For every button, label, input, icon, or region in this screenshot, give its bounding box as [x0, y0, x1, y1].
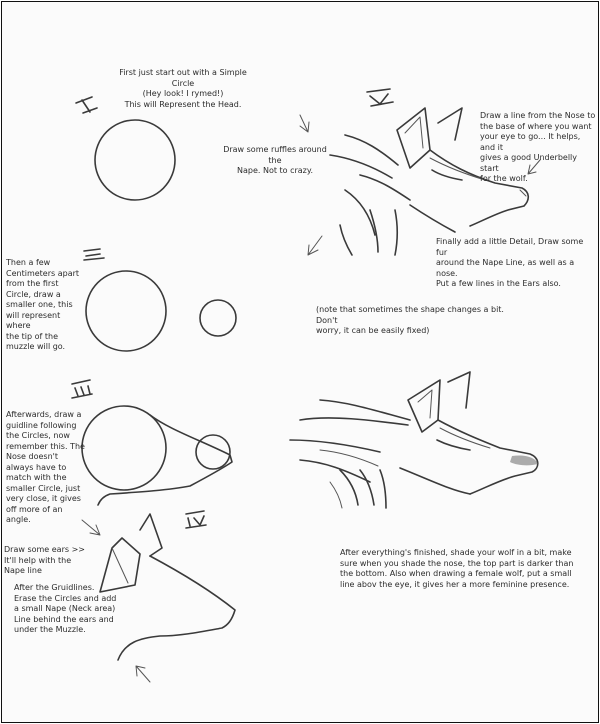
ear-inner-step-4 — [112, 548, 128, 583]
step-4-ears-text: Draw some ears >> It'll help with the Nape line — [4, 545, 85, 575]
step-6-text: After everything's finished, shade your wolf in a bit, make sure when you shade the nose, the top part is darker than the bottom. Also when drawing a female wolf, put a small line abov the eye, it gives her a more feminine presence. — [340, 548, 574, 589]
muzzle-step-4 — [118, 556, 235, 660]
step-5-detail-text: Finally add a little Detail, Draw some fur around the Nape Line, as well as a nose. Put a few lines in the Ears also. — [436, 237, 584, 288]
numeral-v-mark — [367, 89, 393, 106]
arrow-nape-step-4 — [136, 666, 150, 682]
step-3-text: Afterwards, draw a guidline following the Circles, now remember this. The Nose doesn't always have to match with the smaller Circle, just very close, it gives off more of an angle. — [6, 410, 85, 524]
wolf-head-step-6 — [290, 372, 538, 508]
head-circle-step-3 — [82, 406, 166, 490]
muzzle-circle-step-2 — [200, 300, 236, 336]
step-5-shape-note: (note that sometimes the shape changes a bit. Don't worry, it can be easily fixed) — [316, 305, 504, 335]
numeral-i-mark — [76, 97, 97, 113]
step-1-text: First just start out with a Simple Circle (Hey look! I rymed!) This will Represent the Head. — [119, 68, 247, 109]
arrow-fur-step-5 — [308, 236, 322, 255]
step-5-ruffles-text: Draw some ruffles around the Nape. Not to crazy. — [223, 145, 327, 175]
numeral-iv-mark — [186, 511, 206, 528]
arrow-ruffles-step-5 — [300, 115, 309, 132]
numeral-iii-mark — [72, 380, 92, 398]
head-circle-step-1 — [95, 120, 175, 200]
numeral-ii-mark — [84, 249, 104, 260]
step-2-text: Then a few Centimeters apart from the first Circle, draw a smaller one, this will represent where the tip of the muzzle will go. — [6, 258, 80, 351]
ear-2-step-4 — [140, 514, 162, 556]
head-circle-step-2 — [86, 271, 166, 351]
step-4-text: After the Gruidlines. Erase the Circles and add a small Nape (Neck area) Line behind the ears and under the Muzzle. — [14, 583, 117, 634]
step-5-underbelly-text: Draw a line from the Nose to the base of where you want your eye to go... It helps, and it gives a good Underbelly start for the wolf. — [480, 111, 596, 183]
